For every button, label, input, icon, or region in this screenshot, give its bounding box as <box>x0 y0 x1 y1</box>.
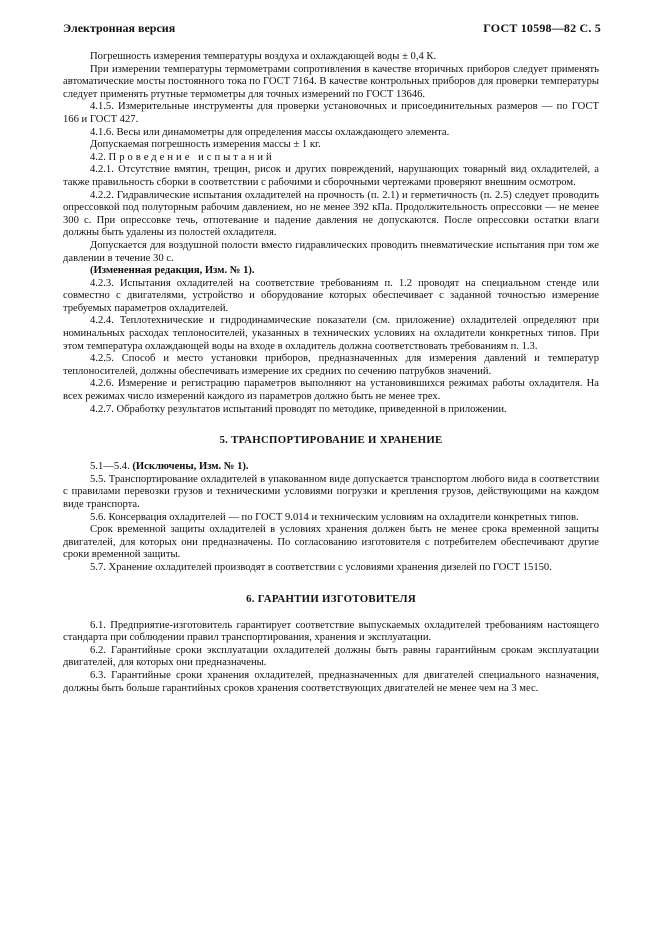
excluded-number: 5.1—5.4. <box>90 461 130 473</box>
paragraph: 5.6. Консервация охладителей — по ГОСТ 9.014 и техническим условиям на охладители конкретных типов. <box>90 511 579 523</box>
paragraph: 6.1. Предприятие-изготовитель гарантирует соответствие выпускаемых охладителей требованиям настоящего стандарта при соблюдении правил транспортирования, хранения и эксплуатации. <box>63 619 599 644</box>
paragraph: 4.2.4. Теплотехнические и гидродинамические показатели (см. приложение) охладителей определяют при номинальных расходах теплоносителей, указанных в технических условиях на охладители конкретных типов. При этом температура охлаждающей воды на входе в охладитель должна соответствовать требованиям п. 1.3. <box>63 315 599 352</box>
section-6-title: 6. ГАРАНТИИ ИЗГОТОВИТЕЛЯ <box>246 592 416 605</box>
document-body <box>63 51 599 695</box>
header-left: Электронная версия <box>63 21 176 35</box>
paragraph: При измерении температуры термометрами сопротивления в качестве вторичных приборов следует применять автоматические мосты постоянного тока по ГОСТ 7164. В качестве контрольных приборов для проверки температуры следует применять ртутные термометры для точных измерений по ГОСТ 13646. <box>63 63 599 100</box>
page-header <box>63 21 601 37</box>
paragraph: 5.5. Транспортирование охладителей в упакованном виде допускается транспортом любого вида в соответствии с правилами перевозки грузов и техническими условиями погрузки и крепления грузов, действующими на каждом виде транспорта. <box>63 473 599 510</box>
paragraph: 4.1.5. Измерительные инструменты для проверки установочных и присоединительных размеров — по ГОСТ 166 и ГОСТ 427. <box>63 101 599 125</box>
section-5-title: 5. ТРАНСПОРТИРОВАНИЕ И ХРАНЕНИЕ <box>219 434 443 447</box>
subsection-title: Проведение испытаний <box>108 151 275 163</box>
paragraph: 4.2.5. Способ и место установки приборов, предназначенных для измерения давлений и температур теплоносителей, должны обеспечивать измерение их средних по сечению патрубков значений. <box>63 353 599 377</box>
paragraph: 4.2.6. Измерение и регистрацию параметров выполняют на установившихся режимах работы охладителя. На всех режимах число измерений каждого из параметров должно быть не менее трех. <box>63 378 599 403</box>
paragraph-excluded <box>63 461 599 474</box>
paragraph: 6.2. Гарантийные сроки эксплуатации охладителей должны быть равны гарантийным срокам эксплуатации двигателей, для которых они предназначены. <box>63 644 599 669</box>
paragraph: 4.1.6. Весы или динамометры для определения массы охлаждающего элемента. <box>90 126 450 138</box>
excluded-text: (Исключены, Изм. № 1). <box>132 461 249 473</box>
paragraph: 4.2.7. Обработку результатов испытаний проводят по методике, приведенной в приложении. <box>90 403 507 415</box>
paragraph: 6.3. Гарантийные сроки хранения охладителей, предназначенных для двигателей специального назначения, должны быть больше гарантийных сроков хранения соответствующих двигателей не менее чем на 3 мес. <box>63 669 599 694</box>
paragraph: Погрешность измерения температуры воздуха и охлаждающей воды ± 0,4 К. <box>90 51 437 62</box>
subsection-number: 4.2. <box>90 151 106 163</box>
paragraph: 4.2.2. Гидравлические испытания охладителей на прочность (п. 2.1) и герметичность (п. 2.5) следует проводить опрессовкой под полуторным рабочим давлением, но не менее 392 кПа. Продолжительность опрессовки — не менее 300 с. При опрессовке течь, отпотевание и падение давления не допускаются. После опрессовки остатки влаги должны быть удалены из полостей охладителя. <box>63 189 599 239</box>
edition-note: (Измененная редакция, Изм. № 1). <box>90 265 255 277</box>
paragraph: 5.7. Хранение охладителей производят в соответствии с условиями хранения дизелей по ГОСТ 15150. <box>90 561 552 573</box>
subsection-heading-4-2 <box>63 152 599 165</box>
paragraph: 4.2.3. Испытания охладителей на соответствие требованиям п. 1.2 проводят на специальном стенде или совместно с двигателями, устройство и оборудование которых обеспечивает с заданной точностью измерение требуемых параметров охладителей. <box>63 277 599 314</box>
header-right: ГОСТ 10598—82 С. 5 <box>483 21 601 35</box>
paragraph: Допускается для воздушной полости вместо гидравлических проводить пневматические испытания при том же давлении в течение 30 с. <box>63 239 599 264</box>
paragraph: Допускаемая погрешность измерения массы ± 1 кг. <box>90 139 321 151</box>
paragraph: 4.2.1. Отсутствие вмятин, трещин, рисок и других повреждений, нарушающих товарный вид охладителей, а также правильность сборки в соответствии с рабочими и сборочными чертежами проверяют внешним осмотром. <box>63 164 599 188</box>
paragraph: Срок временной защиты охладителей в условиях хранения должен быть не менее срока временной защиты двигателей, для которых они предназначены. По согласованию изготовителя с потребителем обеспечивают другие сроки временной защиты. <box>63 524 599 561</box>
